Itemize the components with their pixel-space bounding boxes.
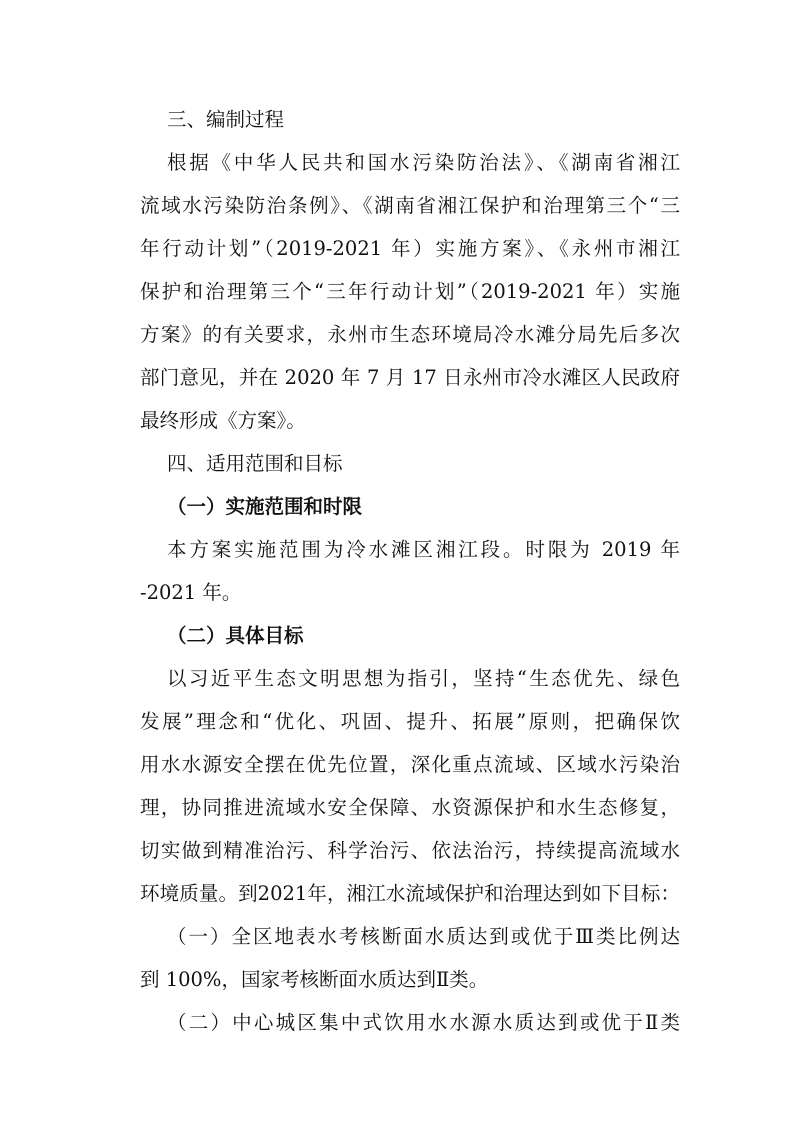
paragraph-line: 部门意见，并在 2020 年 7 月 17 日永州市冷水滩区人民政府 [140, 366, 680, 389]
paragraph-line: 切实做到精准治污、科学治污、依法治污，持续提高流域水 [140, 839, 680, 862]
section-3-heading: 三、编制过程 [167, 108, 285, 131]
section-4-heading: 四、适用范围和目标 [167, 452, 343, 475]
subsection-1-heading: （一）实施范围和时限 [167, 495, 363, 518]
paragraph-line: 方案》的有关要求，永州市生态环境局冷水滩分局先后多次 [140, 323, 680, 346]
goal-1-line: 到 100%，国家考核断面水质达到Ⅱ类。 [140, 968, 489, 991]
paragraph-line: 保护和治理第三个“三年行动计划”（2019-2021 年）实施 [140, 280, 680, 303]
paragraph-line: 本方案实施范围为冷水滩区湘江段。时限为 2019 年 [167, 538, 680, 561]
paragraph-line: 用水水源安全摆在优先位置，深化重点流域、区域水污染治 [140, 753, 680, 776]
paragraph-line: 根据《中华人民共和国水污染防治法》、《湖南省湘江 [167, 151, 680, 174]
paragraph-line: 年行动计划”（2019-2021 年）实施方案》、《永州市湘江 [140, 237, 680, 260]
paragraph-line: 发展”理念和“优化、巩固、提升、拓展”原则，把确保饮 [140, 710, 680, 733]
paragraph-line: 以习近平生态文明思想为指引，坚持“生态优先、绿色 [167, 667, 680, 690]
paragraph-line: 流域水污染防治条例》、《湖南省湘江保护和治理第三个“三 [140, 194, 680, 217]
paragraph-line: 环境质量。到2021年，湘江水流域保护和治理达到如下目标： [140, 882, 680, 905]
goal-1-line: （一）全区地表水考核断面水质达到或优于Ⅲ类比例达 [167, 925, 680, 948]
paragraph-line: 理，协同推进流域水安全保障、水资源保护和水生态修复， [140, 796, 680, 819]
paragraph-line: 最终形成《方案》。 [140, 409, 306, 432]
subsection-2-heading: （二）具体目标 [167, 624, 304, 647]
paragraph-line: -2021 年。 [140, 581, 242, 604]
goal-2-line: （二）中心城区集中式饮用水水源水质达到或优于Ⅱ类 [167, 1011, 680, 1034]
